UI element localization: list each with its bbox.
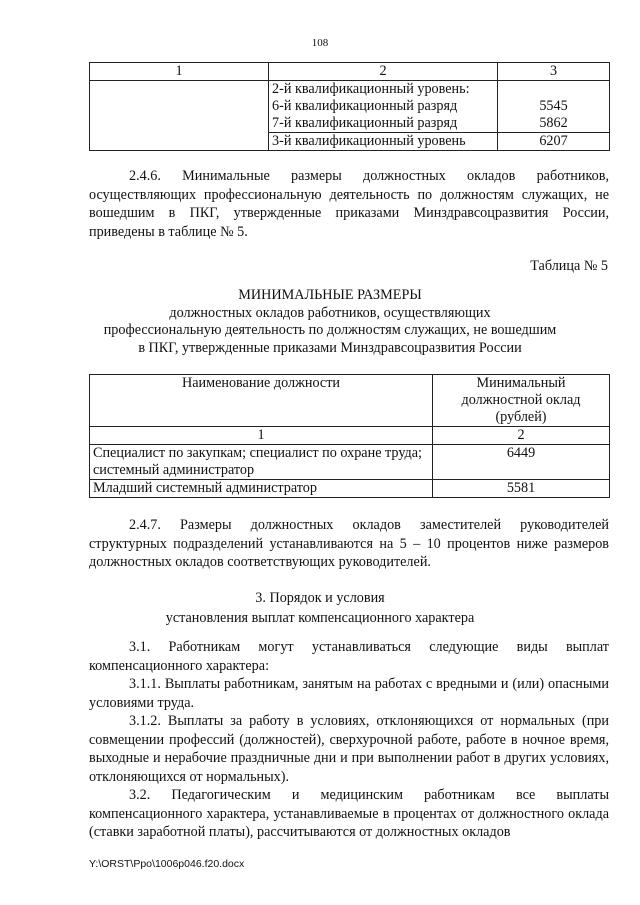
paragraph-2-4-6: 2.4.6. Минимальные размеры должностных окладов работников, осуществляющих профессиональную деятельность по должностям служащих, не вошедшим в ПКГ, утвержденные приказами Минздравсоцразвития России, приведены в таблице № 5.: [89, 168, 609, 240]
table-title-line: в ПКГ, утвержденные приказами Минздравсоцразвития России: [138, 339, 522, 356]
table-cell: 1: [90, 427, 433, 445]
table-header-row: [90, 375, 610, 427]
section-heading-line: установления выплат компенсационного характера: [165, 610, 475, 626]
table-cell: 5581: [433, 480, 610, 498]
table-title-line: должностных окладов работников, осуществляющих: [169, 304, 491, 321]
table-cell: 3-й квалификационный уровень: [269, 133, 498, 151]
table-title: [0, 287, 640, 357]
section-3-body: [89, 638, 609, 842]
cell-line: [501, 81, 606, 98]
table-cell: [269, 81, 498, 116]
table-cell: 2: [433, 427, 610, 445]
table-row: [90, 427, 610, 445]
table-cell: 2: [269, 63, 498, 81]
column-header: Минимальный должностной оклад (рублей): [433, 375, 610, 427]
file-path-footer: Y:\ORST\Ppo\1006p046.f20.docx: [89, 858, 245, 870]
paragraph-2-4-7: 2.4.7. Размеры должностных окладов заместителей руководителей структурных подразделений устанавливаются на 5 – 10 процентов ниже размеров должностных окладов соответствующих руководителей.: [89, 517, 609, 570]
table-cell: 6449: [433, 445, 610, 480]
cell-line: 5545: [539, 98, 568, 114]
table-cell: [90, 81, 269, 151]
paragraph-3-1-2: 3.1.2. Выплаты за работу в условиях, отклоняющихся от нормальных (при совмещении профессий (должностей), сверхурочной работе, работе в ночное время, выходные и нерабочие праздничные дни и при выполнении работ в других условиях, отклоняющихся от нормальных).: [89, 713, 609, 785]
paragraph-3-2: 3.2. Педагогическим и медицинским работникам все выплаты компенсационного характера, устанавливаемые в процентах от должностного оклада (ставки заработной платы), рассчитываются от должностных окладов: [89, 787, 609, 840]
table-cell: 6207: [498, 133, 610, 151]
section-heading-line: 3. Порядок и условия: [255, 590, 385, 606]
section-heading: [0, 588, 640, 628]
table-label: Таблица № 5: [530, 258, 608, 274]
table-row: [90, 63, 610, 81]
table-cell: 3: [498, 63, 610, 81]
table-row: [90, 480, 610, 498]
column-header: Наименование должности: [90, 375, 433, 427]
paragraph-3-1-1: 3.1.1. Выплаты работникам, занятым на работах с вредными и (или) опасными условиями труда.: [89, 676, 609, 711]
table-cell: 7-й квалификационный разряд: [269, 115, 498, 133]
table-cell: Младший системный администратор: [90, 480, 433, 498]
table-row: [90, 81, 610, 116]
paragraph-3-1: 3.1. Работникам могут устанавливаться следующие виды выплат компенсационного характера:: [89, 639, 609, 674]
cell-line: 6-й квалификационный разряд: [272, 98, 458, 114]
page-number: 108: [311, 37, 329, 49]
table-cell: Специалист по закупкам; специалист по охране труда; системный администратор: [90, 445, 433, 480]
table-cell: 5862: [498, 115, 610, 133]
top-table: [89, 62, 610, 151]
table-5: [89, 374, 610, 498]
cell-line: 2-й квалификационный уровень:: [272, 81, 470, 97]
table-title-line: МИНИМАЛЬНЫЕ РАЗМЕРЫ: [238, 287, 422, 303]
table-cell: [498, 81, 610, 116]
table-title-line: профессиональную деятельность по должностям служащих, не вошедшим: [103, 322, 557, 338]
table-cell: 1: [90, 63, 269, 81]
table-row: [90, 445, 610, 480]
